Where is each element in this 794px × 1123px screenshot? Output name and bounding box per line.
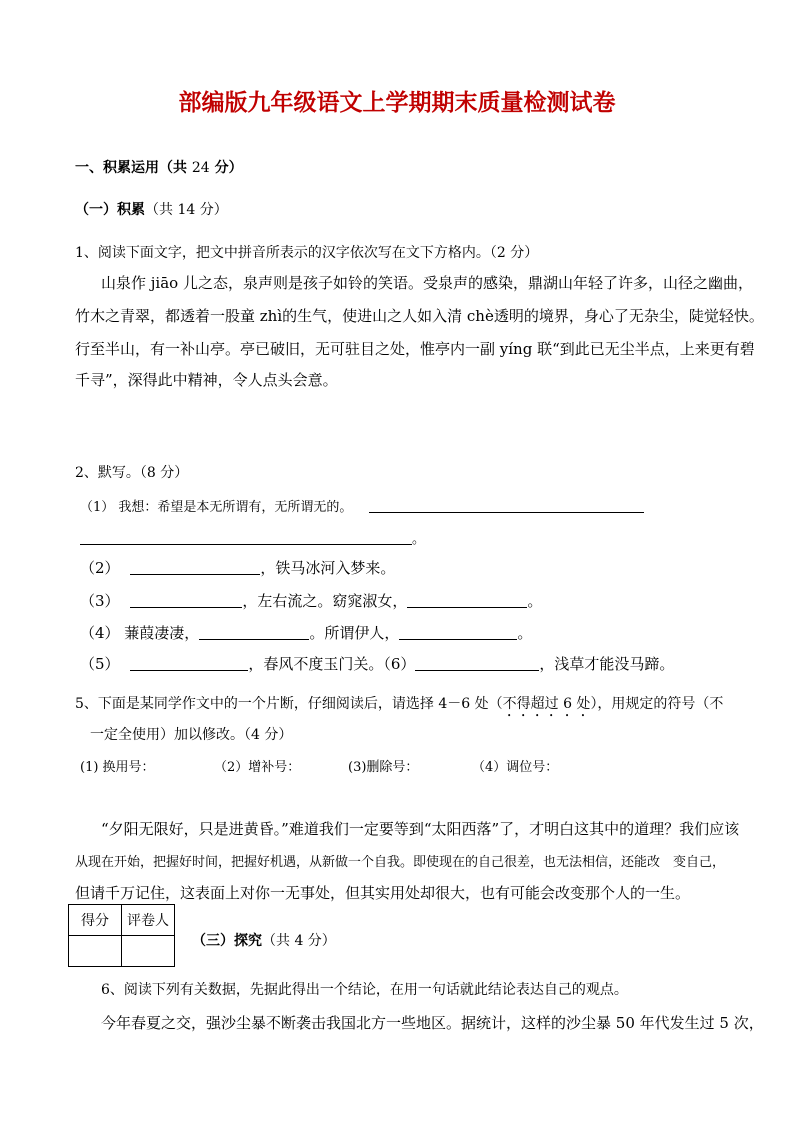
question5-prompt-line2: 一定全使用）加以修改。（4 分） [90,727,293,743]
answer-blank[interactable] [399,625,517,640]
question5-prompt [75,693,723,720]
question6-prompt: 6、阅读下列有关数据，先据此得出一个结论，在用一句话就此结论表达自己的观点。 [101,982,628,998]
passage-line: 从现在开始，把握好时间，把握好机遇，从新做一个自我。即使现在的自己很差，也无法相信，还能改 变自己， [75,855,726,870]
dictation-item-4 [80,622,532,643]
dictation-item-5-number: （5） [80,655,120,673]
section1-label: （一）积累 [75,202,145,218]
answer-blank[interactable] [415,656,539,671]
dictation-item-4-text: （4） 蒹葭凄凄， [80,624,200,642]
section1-points: （共 14 分） [145,202,228,218]
part1-heading [75,157,243,177]
dictation-item-3-end: 。 [527,592,543,610]
question1-line: 竹木之青翠，都透着一股童 zhì的生气，使进山之人如入清 chè透明的境界，身心了无杂尘，陡觉轻快。 [75,307,764,325]
section3-points: （共 4 分） [262,933,336,949]
answer-blank[interactable] [130,593,242,608]
score-header: 得分 [69,905,122,936]
part1-points: 24 [191,160,210,176]
page-title: 部编版九年级语文上学期期末质量检测试卷 [178,90,616,116]
question5-prompt-a: 5、下面是某同学作文中的一个片断，仔细阅读后，请选择 4－6 处（ [75,696,503,712]
score-table [68,904,175,967]
part1-label: 一、积累运用（共 [75,160,187,176]
question1-line: 山泉作 jiāo 儿之态，泉声则是孩子如铃的笑语。受泉声的感染，鼎湖山年轻了许多，山径之幽曲， [101,274,753,292]
passage-line: “夕阳无限好，只是进黄昏。”难道我们一定要等到“太阳西落”了，才明白这其中的道理？我们应该 [101,820,740,838]
part1-unit: 分） [214,160,243,176]
section1-heading [75,199,228,219]
grader-header: 评卷人 [122,905,175,936]
question5-prompt-b: ），用规定的符号（不 [590,696,724,712]
symbol-insert: （2）增补号： [214,760,301,775]
section3-heading [192,930,336,950]
dictation-item-3-number: （3） [80,592,120,610]
dictation-item-1-cont [80,528,425,547]
dictation-item-1-text: （1） 我想：希望是本无所谓有，无所谓无的。 [80,500,353,515]
dictation-item-6-text: ，浅草才能没马蹄。 [539,655,675,673]
dictation-item-5-text: ，春风不度玉门关。（6） [248,655,416,673]
symbol-replace: (1) 换用号： [80,760,155,775]
dictation-item-4-mid: 。所谓伊人， [309,624,400,642]
dictation-item-2 [80,557,395,578]
dictation-item-5 [80,653,674,674]
answer-blank[interactable] [369,498,644,513]
question1-line: 行至半山，有一补山亭。亭已破旧，无可驻目之处，惟亭内一副 yíng 联“到此已无尘半点，上来更有碧 [75,340,755,358]
question2-prompt: 2、默写。（8 分） [75,465,189,481]
answer-blank[interactable] [80,530,412,545]
answer-blank[interactable] [407,593,527,608]
question1-line: 千寻”，深得此中精神，令人点头会意。 [75,371,338,389]
question6-text: 今年春夏之交，强沙尘暴不断袭击我国北方一些地区。据统计，这样的沙尘暴 50 年代发生过 5 次， [101,1014,764,1032]
dictation-item-4-end: 。 [517,624,533,642]
dictation-item-3 [80,590,542,611]
dictation-item-1-end: 。 [412,532,426,547]
section3-label: （三）探究 [192,933,262,949]
grader-cell[interactable] [122,936,175,967]
dictation-item-1 [80,496,644,515]
dictation-item-2-number: （2） [80,559,120,577]
passage-line: 但请千万记住，这表面上对你一无事处，但其实用处却很大，也有可能会改变那个人的一生。 [75,884,691,902]
dictation-item-3-text: ，左右流之。窈窕淑女， [242,592,408,610]
question1-prompt: 1、阅读下面文字，把文中拼音所表示的汉字依次写在文下方格内。（2 分） [75,245,539,261]
answer-blank[interactable] [130,560,260,575]
symbol-delete: (3)删除号： [348,760,419,775]
dictation-item-2-text: ，铁马冰河入梦来。 [260,559,396,577]
symbol-swap: （4）调位号： [472,760,559,775]
score-cell[interactable] [69,936,122,967]
question5-emphasis: 不得超过 6 处 [502,696,591,712]
answer-blank[interactable] [199,625,309,640]
answer-blank[interactable] [130,656,248,671]
